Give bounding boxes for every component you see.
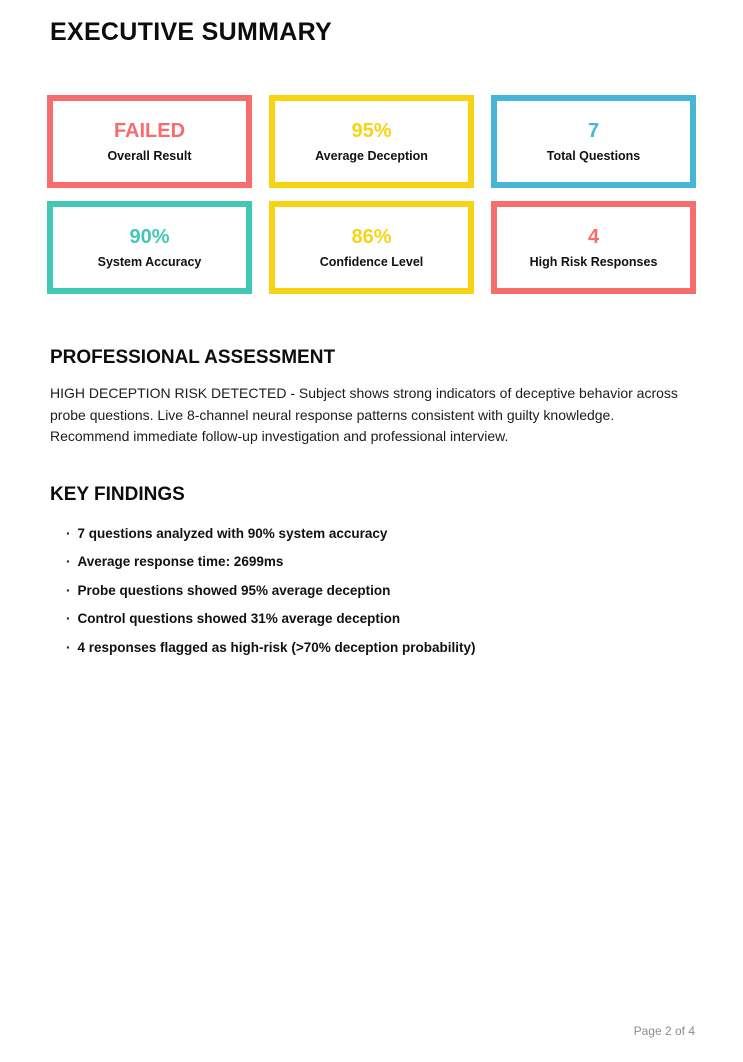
key-finding-text: 7 questions analyzed with 90% system accuracy <box>77 525 388 541</box>
key-finding-item <box>50 612 693 626</box>
bullet-dot: · <box>66 525 71 541</box>
page-number: Page 2 of 4 <box>633 1024 695 1038</box>
card-label: Confidence Level <box>319 254 424 269</box>
card-value: 4 <box>587 225 600 248</box>
summary-card-total-questions <box>491 95 696 188</box>
summary-card-system-accuracy <box>47 201 252 294</box>
key-finding-text: Probe questions showed 95% average deception <box>77 582 391 598</box>
summary-card-high-risk-responses <box>491 201 696 294</box>
card-value: 7 <box>587 119 600 142</box>
card-label: System Accuracy <box>97 254 202 269</box>
key-finding-text: 4 responses flagged as high-risk (>70% deception probability) <box>77 639 476 655</box>
page-title: EXECUTIVE SUMMARY <box>50 18 332 46</box>
card-value: FAILED <box>113 119 186 142</box>
card-label: Overall Result <box>107 148 192 163</box>
key-finding-item <box>50 641 693 655</box>
card-value: 95% <box>351 119 392 142</box>
key-finding-item <box>50 584 693 598</box>
key-findings-heading: KEY FINDINGS <box>50 483 185 505</box>
card-value: 86% <box>351 225 392 248</box>
card-label: Average Deception <box>315 148 428 163</box>
key-finding-item <box>50 527 693 541</box>
bullet-dot: · <box>66 554 71 569</box>
bullet-dot: · <box>66 582 71 598</box>
bullet-dot: · <box>66 639 71 655</box>
professional-assessment-heading: PROFESSIONAL ASSESSMENT <box>50 347 336 368</box>
card-label: Total Questions <box>546 148 641 163</box>
card-value: 90% <box>129 225 170 248</box>
key-findings-list <box>50 527 693 655</box>
summary-card-overall-result <box>47 95 252 188</box>
summary-cards-grid <box>47 95 696 294</box>
key-finding-text: Average response time: 2699ms <box>77 554 284 569</box>
summary-card-confidence-level <box>269 201 474 294</box>
summary-card-average-deception <box>269 95 474 188</box>
key-finding-text: Control questions showed 31% average deception <box>77 611 401 626</box>
bullet-dot: · <box>66 611 71 626</box>
professional-assessment-text: HIGH DECEPTION RISK DETECTED - Subject shows strong indicators of deceptive behavior across probe questions. Live 8-channel neural response patterns consistent with guilty knowledge. Recommend immediate follow-up investigation and professional interview. <box>50 385 678 444</box>
key-finding-item <box>50 555 693 569</box>
card-label: High Risk Responses <box>529 254 658 269</box>
